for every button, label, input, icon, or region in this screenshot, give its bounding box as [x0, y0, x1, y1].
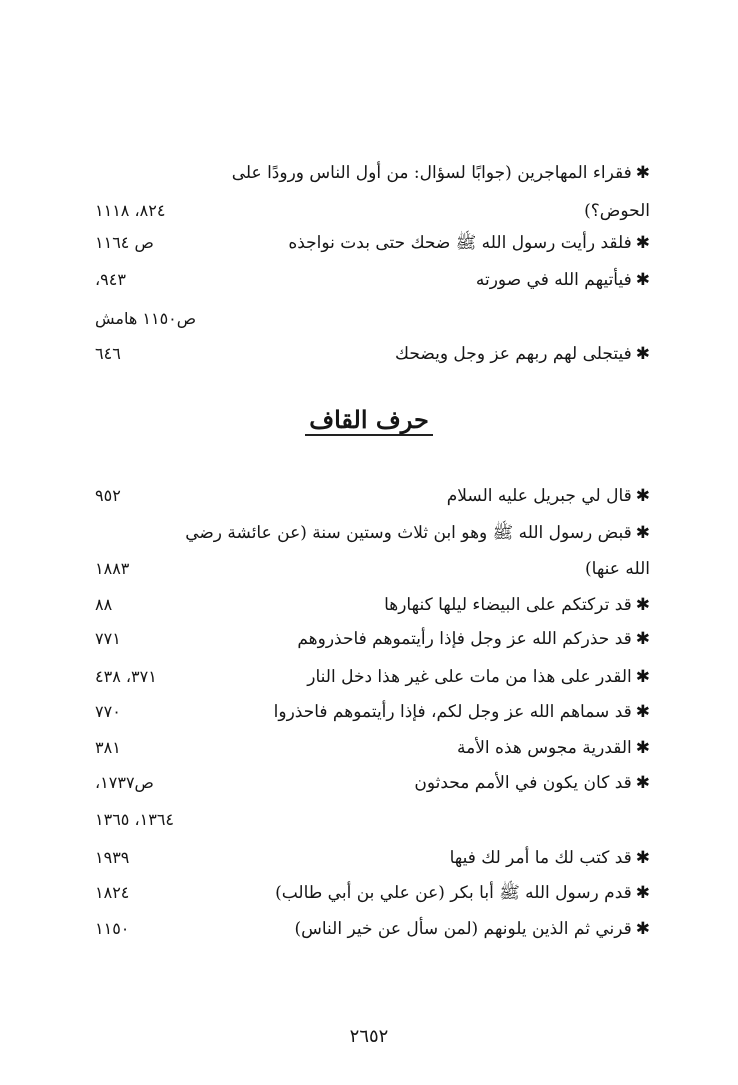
- entry-text: [232, 158, 650, 188]
- entry-page-reference: ١٩٣٩: [95, 848, 130, 867]
- entry-hadith-text: قد تركتكم على البيضاء ليلها كنهارها: [384, 595, 632, 615]
- index-entry-row: [95, 805, 650, 835]
- entry-page-reference: ٨٨: [95, 595, 113, 614]
- entry-page-reference: ١٣٦٤، ١٣٦٥: [95, 810, 174, 829]
- entry-hadith-text: القدر على هذا من مات على غير هذا دخل النار: [307, 667, 632, 687]
- entry-hadith-text: القدرية مجوس هذه الأمة: [457, 738, 632, 758]
- index-entry-row: [95, 481, 650, 511]
- index-entry-row: [95, 697, 650, 727]
- bullet-star-icon: ✱: [635, 738, 650, 758]
- entry-text: [274, 697, 650, 727]
- bullet-star-icon: ✱: [635, 667, 650, 687]
- entry-page-reference: ٧٧٠: [95, 702, 121, 721]
- bullet-star-icon: ✱: [635, 163, 650, 183]
- entry-hadith-text: فيتجلى لهم ربهم عز وجل ويضحك: [395, 344, 632, 364]
- bullet-star-icon: ✱: [635, 919, 650, 939]
- index-entry-row: [95, 624, 650, 654]
- index-entry-row: [95, 554, 650, 584]
- entry-hadith-text: قبض رسول الله ﷺ وهو ابن ثلاث وستين سنة (عن عائشة رضي: [185, 523, 632, 543]
- entry-text: [275, 878, 650, 908]
- index-entry-row: [95, 733, 650, 763]
- entry-page-reference: ٣٨١: [95, 738, 121, 757]
- entry-hadith-text: قال لي جبريل عليه السلام: [446, 486, 632, 506]
- entry-text: [584, 196, 650, 226]
- entry-page-reference: ص١١٥٠ هامش: [95, 309, 197, 328]
- bullet-star-icon: ✱: [635, 702, 650, 722]
- entry-hadith-text: فلقد رأيت رسول الله ﷺ ضحك حتى بدت نواجذه: [288, 233, 632, 253]
- index-entry-row: [95, 590, 650, 620]
- entry-text: [414, 768, 650, 798]
- entry-text: [294, 914, 650, 944]
- index-entry-row: [95, 158, 650, 188]
- entry-text: [185, 518, 650, 548]
- entry-text: [297, 624, 650, 654]
- bullet-star-icon: ✱: [635, 595, 650, 615]
- entry-page-reference: ٧٧١: [95, 629, 121, 648]
- entry-text: [307, 662, 650, 692]
- bullet-star-icon: ✱: [635, 523, 650, 543]
- entry-hadith-text: فقراء المهاجرين (جوابًا لسؤال: من أول الناس ورودًا على: [231, 163, 632, 183]
- entry-text: [288, 228, 650, 258]
- index-entry-row: [95, 878, 650, 908]
- bullet-star-icon: ✱: [635, 773, 650, 793]
- index-entry-row: [95, 265, 650, 295]
- entry-page-reference: ١٨٨٣: [95, 559, 130, 578]
- bullet-star-icon: ✱: [635, 629, 650, 649]
- entry-hadith-text: قد كان يكون في الأمم محدثون: [414, 773, 632, 793]
- index-entry-row: [95, 339, 650, 369]
- bullet-star-icon: ✱: [635, 344, 650, 364]
- entry-page-reference: ٩٥٢: [95, 486, 121, 505]
- entry-hadith-text: قدم رسول الله ﷺ أبا بكر (عن علي بن أبي طالب): [275, 883, 632, 903]
- entry-hadith-text: فيأتيهم الله في صورته: [475, 270, 632, 290]
- entry-page-reference: ٦٤٦: [95, 344, 121, 363]
- entry-text: [384, 590, 650, 620]
- entry-hadith-text: قرني ثم الذين يلونهم (لمن سأل عن خير الناس): [294, 919, 632, 939]
- bullet-star-icon: ✱: [635, 848, 650, 868]
- entry-page-reference: ٨٢٤، ١١١٨: [95, 201, 166, 220]
- page-number: ٢٦٥٢: [349, 1026, 389, 1047]
- index-entry-row: [95, 304, 650, 334]
- index-entry-row: [95, 768, 650, 798]
- section-heading-qaf: [0, 400, 738, 440]
- entry-page-reference: ١٨٢٤: [95, 883, 130, 902]
- index-entry-row: [95, 196, 650, 226]
- entry-text: [476, 265, 650, 295]
- entry-page-reference: ص١٧٣٧،: [95, 773, 154, 792]
- index-entry-row: [95, 914, 650, 944]
- entry-page-reference: ٩٤٣،: [95, 270, 126, 289]
- entry-text: [585, 554, 650, 584]
- section-heading-text: حرف القاف: [305, 405, 433, 436]
- entry-hadith-text: الحوض؟): [584, 201, 650, 221]
- bullet-star-icon: ✱: [635, 270, 650, 290]
- entry-text: [457, 733, 650, 763]
- entry-hadith-text: الله عنها): [585, 559, 650, 579]
- bullet-star-icon: ✱: [635, 486, 650, 506]
- entry-page-reference: ١١٥٠: [95, 919, 130, 938]
- index-entry-row: [95, 662, 650, 692]
- entry-text: [447, 481, 650, 511]
- index-entry-row: [95, 518, 650, 548]
- index-entry-row: [95, 843, 650, 873]
- entry-hadith-text: قد سماهم الله عز وجل لكم، فإذا رأيتموهم فاحذروا: [273, 702, 632, 722]
- bullet-star-icon: ✱: [635, 883, 650, 903]
- index-entry-row: [95, 228, 650, 258]
- entry-page-reference: ٣٧١، ٤٣٨: [95, 667, 157, 686]
- entry-text: [395, 339, 650, 369]
- bullet-star-icon: ✱: [635, 233, 650, 253]
- entry-hadith-text: قد كتب لك ما أمر لك فيها: [449, 848, 632, 868]
- entry-text: [450, 843, 650, 873]
- entry-page-reference: ص ١١٦٤: [95, 233, 154, 252]
- entry-hadith-text: قد حذركم الله عز وجل فإذا رأيتموهم فاحذروهم: [297, 629, 632, 649]
